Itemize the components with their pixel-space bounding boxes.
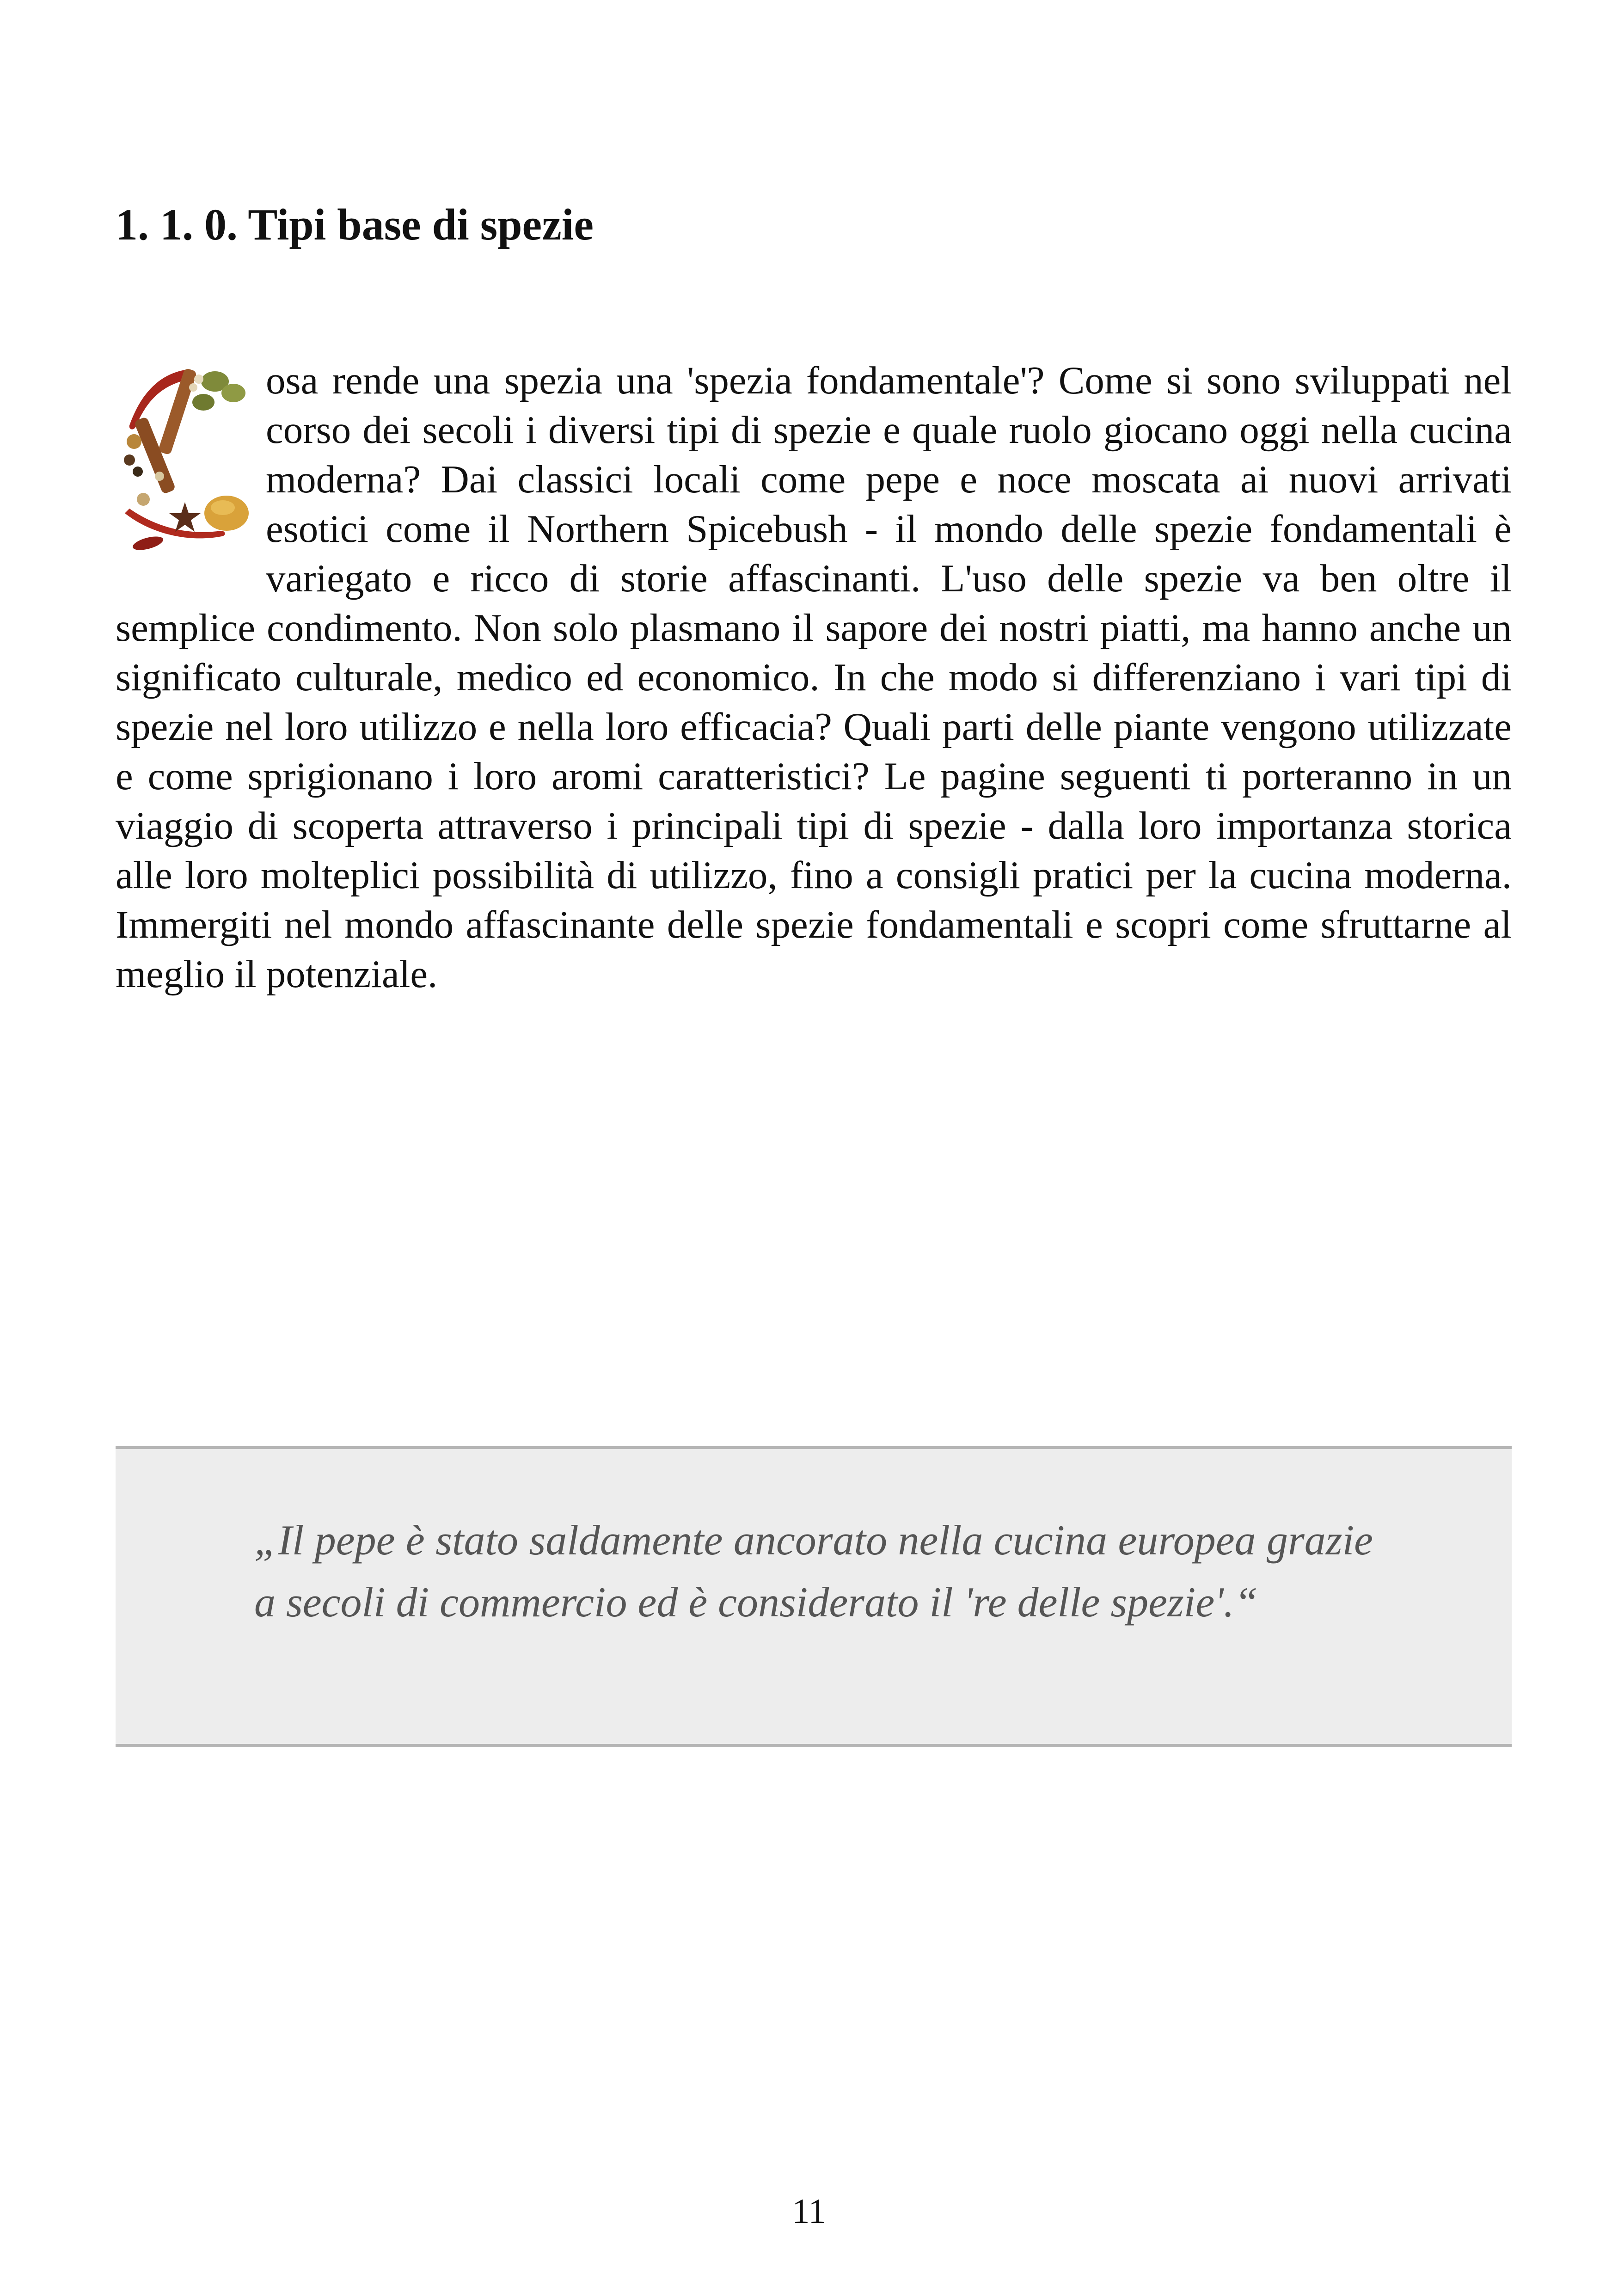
nutmeg-icon (127, 434, 141, 449)
seed-icon (155, 472, 164, 481)
cardamom-icon (221, 384, 245, 402)
star-anise-icon (169, 502, 201, 532)
intro-paragraph (116, 356, 1512, 999)
seed-icon (189, 383, 197, 392)
pull-quote-box (116, 1446, 1512, 1747)
spice-letter-c-icon (116, 361, 252, 559)
chili-icon (131, 534, 165, 553)
peppercorn-icon (133, 467, 143, 477)
pull-quote-text: „Il pepe è stato saldamente ancorato nella cucina europea grazie a secoli di commercio ed è considerato il 're delle spezie'.“ (254, 1516, 1373, 1626)
section-heading: 1. 1. 0. Tipi base di spezie (116, 200, 594, 249)
paragraph-text: osa rende una spezia una 'spezia fondamentale'? Come si sono sviluppati nel corso dei secoli i diversi tipi di spezie e quale ruolo giocano oggi nella cucina moderna? Dai classici locali come pepe e noce moscata ai nuovi arrivati esotici come il Northern Spicebush - il mondo delle spezie fondamentali è variegato e ricco di storie affascinanti. L'uso delle spezie va ben oltre il semplice condimento. Non solo plasmano il sapore dei nostri piatti, ma hanno anche un significato culturale, medico ed economico. In che modo si differenziano i vari tipi di spezie nel loro utilizzo e nella loro efficacia? Quali parti delle piante vengono utilizzate e come sprigionano i loro aromi caratteristici? Le pagine seguenti ti porteranno in un viaggio di scoperta attraverso i principali tipi di spezie - dalla loro importanza storica alle loro molteplici possibilità di utilizzo, fino a consigli pratici per la cucina moderna. Immergiti nel mondo affascinante delle spezie fondamentali e scopri come sfruttarne al meglio il potenziale. (116, 359, 1512, 996)
peppercorn-icon (124, 454, 135, 466)
spice-dropcap-graphic (116, 361, 252, 559)
cardamom-icon (192, 394, 215, 411)
turmeric-highlight (211, 500, 235, 515)
seed-icon (194, 374, 203, 384)
page-number: 11 (792, 2192, 826, 2231)
seed-icon (137, 493, 150, 506)
